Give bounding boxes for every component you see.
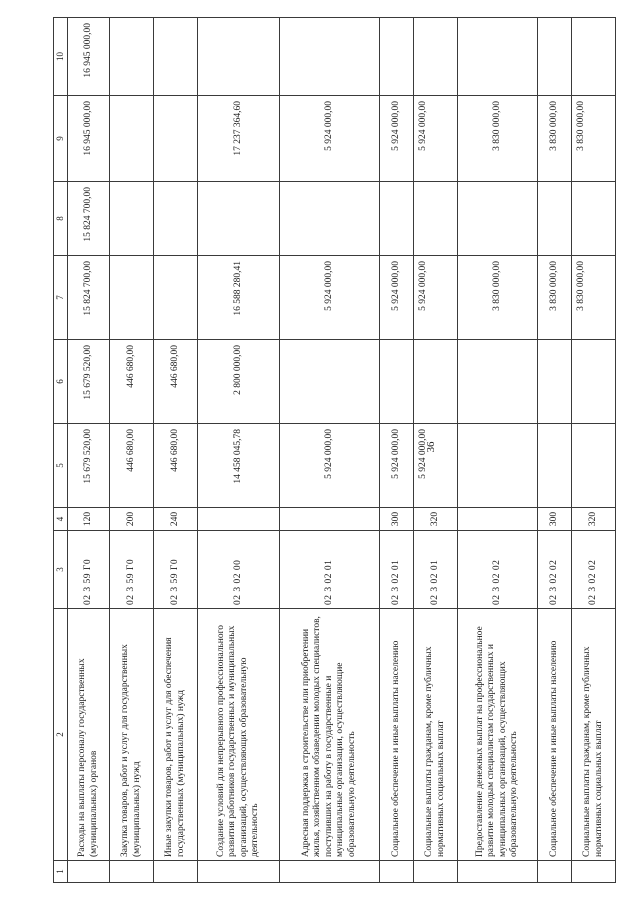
row-value-col5 [572,424,616,508]
row-name: Расходы на выплаты персоналу государственных (муниципальных) органов [68,609,110,861]
table-row [380,18,414,883]
row-kind [458,508,538,531]
row-value-col9: 3 830 000,00 [458,96,538,182]
header-cell: 9 [54,96,68,182]
row-kind [198,508,280,531]
row-value-col10 [110,18,154,96]
row-value-col6 [380,340,414,424]
row-value-col7: 5 924 000,00 [280,256,380,340]
row-value-col10 [572,18,616,96]
row-number-cell [198,861,280,883]
row-number-cell [68,861,110,883]
table-row [414,18,458,883]
row-value-col7 [110,256,154,340]
row-kind: 240 [154,508,198,531]
row-value-col7: 5 924 000,00 [380,256,414,340]
row-value-col5: 446 680,00 [110,424,154,508]
row-value-col7: 3 830 000,00 [538,256,572,340]
row-value-col7 [154,256,198,340]
row-number-cell [538,861,572,883]
row-value-col5 [538,424,572,508]
row-value-col5: 5 924 000,00 [414,424,458,508]
row-value-col10 [458,18,538,96]
row-value-col7: 3 830 000,00 [572,256,616,340]
table-row [572,18,616,883]
row-value-col9: 5 924 000,00 [380,96,414,182]
row-number-cell [110,861,154,883]
row-code: 02 3 02 01 [280,531,380,609]
row-value-col8 [414,182,458,256]
row-value-col6: 446 680,00 [110,340,154,424]
row-code: 02 3 59 Г0 [154,531,198,609]
row-name: Социальное обеспечение и иные выплаты населению [538,609,572,861]
row-code: 02 3 02 01 [380,531,414,609]
row-value-col10 [280,18,380,96]
row-value-col9 [110,96,154,182]
row-number-cell [154,861,198,883]
table-row [538,18,572,883]
row-number-cell [280,861,380,883]
row-value-col10 [414,18,458,96]
row-code: 02 3 59 Г0 [110,531,154,609]
row-value-col8 [280,182,380,256]
row-code: 02 3 02 00 [198,531,280,609]
table-row [68,18,110,883]
row-kind: 300 [538,508,572,531]
row-code: 02 3 02 02 [572,531,616,609]
row-value-col9: 16 945 000,00 [68,96,110,182]
row-kind: 120 [68,508,110,531]
row-value-col5: 5 924 000,00 [380,424,414,508]
header-cell: 5 [54,424,68,508]
row-value-col8 [572,182,616,256]
header-cell: 4 [54,508,68,531]
row-value-col6 [572,340,616,424]
row-value-col9: 3 830 000,00 [572,96,616,182]
header-cell: 3 [54,531,68,609]
row-value-col9 [154,96,198,182]
row-name: Иные закупки товаров, работ и услуг для обеспечения государственных (муниципальных) нужд [154,609,198,861]
row-kind: 200 [110,508,154,531]
row-code: 02 3 02 02 [458,531,538,609]
header-cell: 10 [54,18,68,96]
row-value-col10 [538,18,572,96]
row-value-col10 [154,18,198,96]
table-row [110,18,154,883]
row-number-cell [380,861,414,883]
row-value-col5 [458,424,538,508]
row-value-col10 [198,18,280,96]
row-value-col7: 16 588 280,41 [198,256,280,340]
row-value-col10: 16 945 000,00 [68,18,110,96]
table-header-row [54,18,68,883]
table-row [458,18,538,883]
budget-table-rotated [53,18,613,883]
row-value-col6: 15 679 520,00 [68,340,110,424]
row-value-col5: 5 924 000,00 [280,424,380,508]
row-value-col7: 15 824 700,00 [68,256,110,340]
header-cell: 8 [54,182,68,256]
header-cell: 1 [54,861,68,883]
row-name: Социальное обеспечение и иные выплаты населению [380,609,414,861]
table-row [154,18,198,883]
row-value-col8 [198,182,280,256]
row-value-col8 [538,182,572,256]
row-value-col9: 17 237 364,60 [198,96,280,182]
row-value-col10 [380,18,414,96]
row-code: 02 3 02 02 [538,531,572,609]
row-value-col5: 14 458 045,78 [198,424,280,508]
row-name: Социальные выплаты гражданам, кроме публичных нормативных социальных выплат [572,609,616,861]
budget-table [53,17,616,883]
row-name: Предоставление денежных выплат на профессиональное развитие молодым специалистам государственных и муниципальных организаций, осуществляющих образовательную деятельность [458,609,538,861]
row-name: Создание условий для непрерывного профессионального развития работников государственных и муниципальных организаций, осуществляющих образовательную деятельность [198,609,280,861]
row-kind: 320 [414,508,458,531]
row-value-col5: 446 680,00 [154,424,198,508]
header-cell: 2 [54,609,68,861]
row-kind [280,508,380,531]
row-value-col8 [110,182,154,256]
row-name: Закупка товаров, работ и услуг для государственных (муниципальных) нужд [110,609,154,861]
row-name: Адресная поддержка в строительстве или приобретении жилья, хозяйственном обзаведении молодых специалистов, поступивших на работу в государственные и муниципальные организации, осуществляющие образовательную деятельность [280,609,380,861]
row-value-col7: 3 830 000,00 [458,256,538,340]
row-number-cell [414,861,458,883]
table-row [280,18,380,883]
row-value-col8 [154,182,198,256]
row-value-col9: 5 924 000,00 [280,96,380,182]
row-value-col8 [380,182,414,256]
table-row [198,18,280,883]
row-name: Социальные выплаты гражданам, кроме публичных нормативных социальных выплат [414,609,458,861]
row-code: 02 3 02 01 [414,531,458,609]
row-value-col8 [458,182,538,256]
row-number-cell [458,861,538,883]
row-value-col6 [538,340,572,424]
row-value-col7: 5 924 000,00 [414,256,458,340]
row-value-col5: 15 679 520,00 [68,424,110,508]
page-number: 36 [425,441,437,453]
header-cell: 7 [54,256,68,340]
header-cell: 6 [54,340,68,424]
row-code: 02 3 59 Г0 [68,531,110,609]
row-value-col6 [280,340,380,424]
row-value-col9: 3 830 000,00 [538,96,572,182]
row-value-col6 [414,340,458,424]
row-value-col6: 446 680,00 [154,340,198,424]
row-value-col6: 2 800 000,00 [198,340,280,424]
row-kind: 300 [380,508,414,531]
row-value-col6 [458,340,538,424]
row-kind: 320 [572,508,616,531]
row-value-col9: 5 924 000,00 [414,96,458,182]
row-number-cell [572,861,616,883]
row-value-col8: 15 824 700,00 [68,182,110,256]
